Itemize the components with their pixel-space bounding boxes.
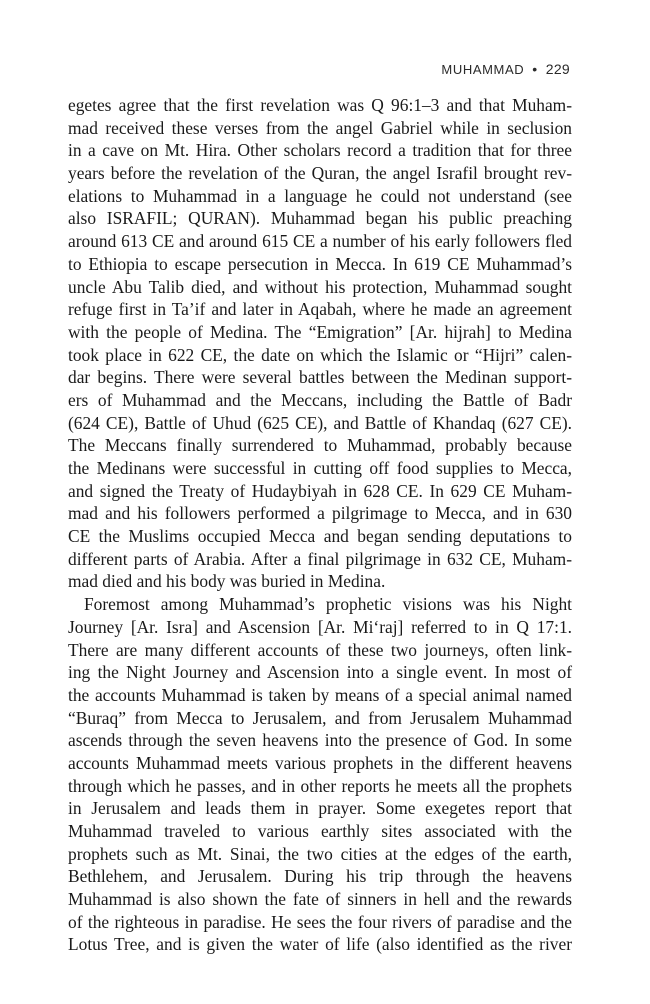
text-line: mad and his followers performed a pilgrimage to Mecca, and in 630 bbox=[68, 503, 572, 524]
text-line: through which he passes, and in other reports he meets all the prophets bbox=[68, 775, 572, 796]
paragraph-start-line: Foremost among Muhammad’s prophetic visions was his Night bbox=[84, 594, 572, 615]
running-title: MUHAMMAD bbox=[441, 62, 525, 77]
text-line: CE the Muslims occupied Mecca and began sending deputations to bbox=[68, 526, 572, 547]
bullet-separator: • bbox=[532, 61, 538, 77]
text-line: different parts of Arabia. After a final pilgrimage in 632 CE, Muham- bbox=[68, 548, 572, 569]
text-line: elations to Muhammad in a language he could not understand (see bbox=[68, 185, 572, 206]
text-line: accounts Muhammad meets various prophets in the different heavens bbox=[68, 752, 572, 773]
text-line: mad received these verses from the angel Gabriel while in seclusion bbox=[68, 117, 572, 138]
text-line: The Meccans finally surrendered to Muhammad, probably because bbox=[68, 435, 572, 456]
text-line: uncle Abu Talib died, and without his protection, Muhammad sought bbox=[68, 276, 572, 297]
paragraph-end-line: mad died and his body was buried in Medina. bbox=[68, 571, 386, 592]
text-line: Journey [Ar. Isra] and Ascension [Ar. Mi‘raj] referred to in Q 17:1. bbox=[68, 616, 572, 637]
text-line: (624 CE), Battle of Uhud (625 CE), and Battle of Khandaq (627 CE). bbox=[68, 412, 572, 433]
text-line: Muhammad traveled to various earthly sites associated with the bbox=[68, 821, 572, 841]
text-line: dar begins. There were several battles between the Medinan support- bbox=[68, 367, 572, 388]
text-line: refuge first in Ta’if and later in Aqabah, where he made an agreement bbox=[68, 299, 572, 320]
text-line: Muhammad is also shown the fate of sinners in hell and the rewards bbox=[68, 889, 572, 910]
text-line: also ISRAFIL; QURAN). Muhammad began his public preaching bbox=[68, 208, 572, 229]
text-line: ascends through the seven heavens into the presence of God. In some bbox=[68, 730, 572, 751]
text-line: the accounts Muhammad is taken by means of a special animal named bbox=[68, 684, 572, 705]
page-number: 229 bbox=[545, 61, 570, 77]
text-line: the Medinans were successful in cutting off food supplies to Mecca, bbox=[68, 458, 572, 478]
text-line: of the righteous in paradise. He sees the four rivers of paradise and the bbox=[68, 911, 572, 932]
text-line: Bethlehem, and Jerusalem. During his trip through the heavens bbox=[68, 866, 572, 887]
text-line: and signed the Treaty of Hudaybiyah in 628 CE. In 629 CE Muham- bbox=[68, 480, 572, 501]
text-line: Lotus Tree, and is given the water of life (also identified as the river bbox=[68, 934, 572, 955]
text-line: in Jerusalem and leads them in prayer. Some exegetes report that bbox=[68, 798, 572, 819]
text-line: “Buraq” from Mecca to Jerusalem, and from Jerusalem Muhammad bbox=[68, 707, 572, 728]
text-line: egetes agree that the first revelation was Q 96:1–3 and that Muham- bbox=[68, 95, 572, 115]
text-line: took place in 622 CE, the date on which the Islamic or “Hijri” calen- bbox=[68, 344, 572, 365]
text-line: There are many different accounts of these two journeys, often link- bbox=[68, 639, 572, 660]
running-head bbox=[441, 61, 570, 77]
text-line: around 613 CE and around 615 CE a number of his early followers fled bbox=[68, 231, 572, 252]
text-line: to Ethiopia to escape persecution in Mecca. In 619 CE Muhammad’s bbox=[68, 253, 572, 274]
text-line: years before the revelation of the Quran, the angel Israfil brought rev- bbox=[68, 163, 572, 184]
text-line: ers of Muhammad and the Meccans, including the Battle of Badr bbox=[68, 389, 572, 410]
text-line: prophets such as Mt. Sinai, the two cities at the edges of the earth, bbox=[68, 843, 572, 864]
text-line: ing the Night Journey and Ascension into a single event. In most of bbox=[68, 662, 572, 683]
text-line: in a cave on Mt. Hira. Other scholars record a tradition that for three bbox=[68, 140, 572, 161]
body-text bbox=[68, 94, 572, 956]
text-line: with the people of Medina. The “Emigration” [Ar. hijrah] to Medina bbox=[68, 321, 572, 342]
